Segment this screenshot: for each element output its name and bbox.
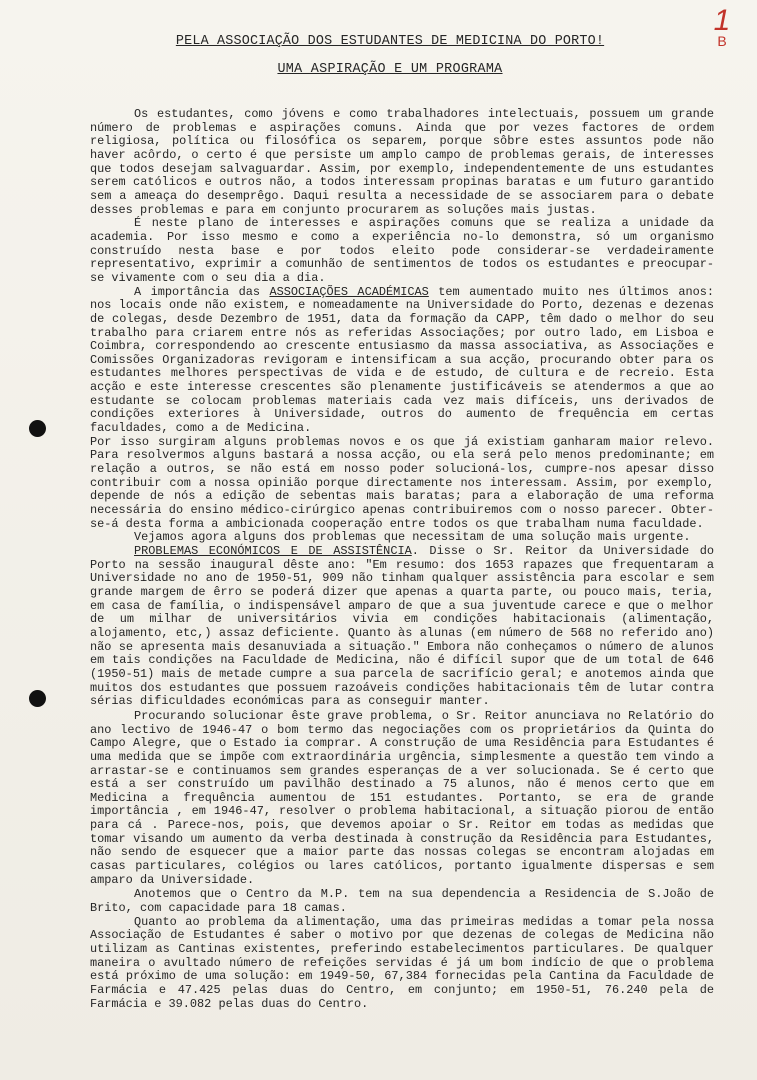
reference-letter: B (717, 33, 727, 49)
paragraph-text: Procurando solucionar êste grave problema, o Sr. Reitor anunciava no Relatório do ano lectivo de 1946-47 o bom termo das negociações com os proprietários da Quinta do Campo Alegre, que o Estado ia comprar. A construção de uma Residência para Estudantes é uma medida que se impõe com extraordinária urgência, simplesmente a questão tem vindo a arrastar-se e continuamos sem grandes esperanças de a ver solucionada. Se é certo que está a ser construído um pavilhão destinado a 75 alunos, não é menos certo que em Medicina a frequência aumentou de 151 estudantes. Portanto, se era de grande importância , em 1946-47, resolver o problema habitacional, a situação piorou de então para cá . Parece-nos, pois, que devemos apoiar o Sr. Reitor em todas as medidas que tomar visando um aumento da verba destinada à construção da Residência para Estudantes, não sendo de esquecer que a maior parte das nossas colegas se encontram alojadas em casas particulares, colégios ou lares católicos, portanto igualmente dispersas e sem amparo da Universidade. (90, 708, 714, 887)
document-title: PELA ASSOCIAÇÃO DOS ESTUDANTES DE MEDICINA DO PORTO! (175, 34, 605, 49)
reference-number: 1 (713, 4, 731, 37)
paragraph (90, 217, 714, 285)
paragraph (90, 108, 714, 217)
paragraph (90, 286, 714, 436)
paragraph (90, 436, 714, 532)
punch-hole (29, 420, 46, 437)
paragraph (90, 888, 714, 915)
paragraph-text: Vejamos agora alguns dos problemas que necessitam de uma solução mais urgente. (134, 530, 691, 545)
underlined-heading: ASSOCIAÇÕES ACADÉMICAS (269, 284, 429, 299)
paragraph (90, 916, 714, 1012)
paragraph-text: Os estudantes, como jóvens e como trabalhadores intelectuais, possuem um grande número de problemas e aspirações comuns. Ainda que por vezes factores de ordem religiosa, política ou filosófica os separem, porque sôbre estes assuntos pode não haver acôrdo, o certo é que persiste um amplo campo de problemas gerais, de interesses que todos desejam salvaguardar. Assim, por exemplo, independentemente de uns estudantes serem católicos e outros não, a todos interessam propinas baratas e um futuro garantido sem a ameaça do desemprêgo. Daqui resulta a necessidade de se associarem para o debate desses problemas e para em conjunto procurarem as soluções mais justas. (90, 107, 714, 217)
paragraph-lead: A importância das (134, 284, 270, 299)
paragraph-text: Anotemos que o Centro da M.P. tem na sua dependencia a Residencia de S.João de Brito, com capacidade para 18 camas. (90, 887, 714, 916)
punch-hole (29, 690, 46, 707)
paragraph-text: . Disse o Sr. Reitor da Universidade do Porto na sessão inaugural dêste ano: "Em resumo: dos 1653 rapazes que frequentaram a Universidade no ano de 1950-51, 909 não tinham qualquer assistência para escolar e sem grande margem de êrro se poderá dizer que apenas a quarta parte, ou pouco mais, teria, em casa de família, o indispensável amparo de que a sua juventude carece e que o melhor de um milhar de universitários vivia em condições habitacionais (alimentação, alojamento, etc,) assaz deficiente. Quanto às alunas (em número de 568 no referido ano) não se apresenta mais desanuviada a situação." Embora não conheçamos o número de alunos em tais condições na Faculdade de Medicina, não é difícil supor que de um total de 646 (1950-51) mais de metade cumpre a sua parcela de sacrifício geral; e anotemos ainda que muitos dos estudantes que possuem razoáveis condições habitacionais têm de lutar contra sérias dificuldades económicas para as conseguir manter. (90, 544, 715, 709)
archive-reference-mark (705, 6, 739, 48)
paragraph-text: tem aumentado muito nes últimos anos: nos locais onde não existem, e nomeadamente na Universidade do Porto, dezenas e dezenas de colegas, desde Dezembro de 1951, data da formação da CAPP, têm dado o melhor do seu trabalho para criarem entre nós as referidas Associações; por outro lado, em Lisboa e Coimbra, correspondendo ao crescente entusiasmo da massa associativa, as Associações e Comissões Organizadoras revigoram e intensificam a sua acção, procurando obter para os estudantes melhores perspectivas de vida e de estudo, de cultura e de recreio. Esta acção e este interesse crescentes são plenamente justificáveis se atendermos a que ao estudante se colocam problemas materiais cada vez mais difíceis, uns derivados de condições exteriores à Universidade, outros do aumento de frequência em certas faculdades, como a de Medicina. (90, 284, 714, 436)
paragraph-text: Quanto ao problema da alimentação, uma das primeiras medidas a tomar pela nossa Associação de Estudantes é saber o motivo por que dezenas de colegas de Medicina não utilizam as Cantinas existentes, preferindo estabelecimentos particulares. De qualquer maneira o avultado número de refeições servidas é já um bom indício de que o problema está próximo de uma solução: em 1949-50, 67,384 fornecidas pela Cantina da Faculdade de Farmácia e 47.425 pelas duas do Centro, em conjunto; em 1950-51, 76.240 pela de Farmácia e 39.082 pelas duas do Centro. (90, 914, 714, 1011)
paragraph-text: É neste plano de interesses e aspirações comuns que se realiza a unidade da academia. Por isso mesmo e como a experiência no-lo demonstra, só um organismo construído nesta base e por todos eleito pode considerar-se verdadeiramente representativo, exprimir a comunhão de sentimentos de todos os estudantes e preocupar-se vivamente com o seu dia a dia. (90, 216, 714, 285)
document-body (90, 108, 714, 1011)
section-heading: PROBLEMAS ECONÓMICOS E DE ASSISTÊNCIA (134, 544, 412, 558)
paragraph (90, 531, 714, 545)
document-subtitle: UMA ASPIRAÇÃO E UM PROGRAMA (277, 62, 503, 77)
paragraph (90, 545, 714, 709)
paragraph-text: Por isso surgiram alguns problemas novos e os que já existiam ganharam maior relevo. Para resolvermos alguns bastará a nossa acção, ou ela será pelo menos predominante; em relação a outros, se não está em nosso poder solucioná-los, cumpre-nos apesar disso contribuir com a nossa opinião porque directamente nos interessam. Assim, por exemplo, depende de nós a edição de sebentas mais baratas; para a elaboração de uma reforma necessária do ensino médico-cirúrgico apenas contribuiremos com o nosso parecer. Obter-se-á desta forma a ambicionada cooperação entre todos os que trabalham numa faculdade. (90, 434, 714, 531)
paragraph (90, 710, 714, 888)
